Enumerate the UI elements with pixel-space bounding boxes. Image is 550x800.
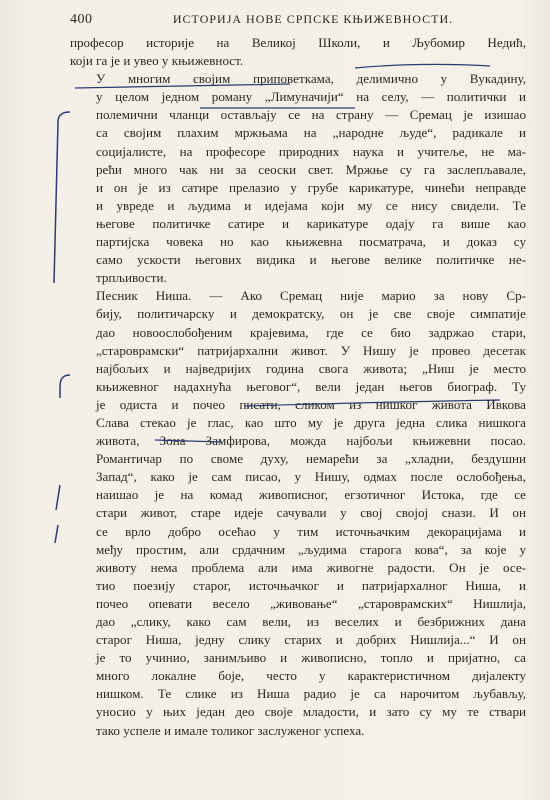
text-line: тако успеле и имале толиког заслуженог успеха. — [96, 722, 365, 738]
text-line: старог Ниша, једну слику старих и добрих Нишлија...“ И он — [96, 632, 526, 648]
text-line: наишао је на комад живописног, егзотичног Истока, где се — [96, 487, 526, 503]
text-line: Слава стекао је глас, као што му је друга једна слика нишкога — [96, 414, 526, 430]
text-line: само ускости његових видика и његове велике политичке не- — [96, 252, 526, 268]
text-line: живота, Зона Замфирова, можда најбољи књижевни посао. — [96, 433, 526, 449]
page-number: 400 — [70, 12, 93, 27]
text-line: „староврамски“ патријархални живот. У Нишу је провео десетак — [96, 342, 526, 358]
text-line: са својим плахим мржњама на „народне људе“, радикале и — [96, 125, 526, 141]
text-line: професор историје на Великој Школи, и Љубомир Недић, — [70, 35, 526, 50]
margin-bracket-mark — [60, 375, 70, 398]
body-text — [70, 34, 526, 740]
text-line: књижевног надахнућа његовог“, вели један његов биограф. Ту — [96, 378, 526, 394]
text-line: и увреде и људима и идејама који му се нису свидели. Те — [96, 197, 526, 213]
text-line: стари живот, старе идеје сачували у свој својој снази. И он — [96, 505, 526, 521]
text-line: партијска човека но као књижевна посматрача, и доказ су — [96, 234, 526, 250]
text-line: уносио у њих један део своје младости, и зато су му те ствари — [96, 704, 526, 720]
text-line: најбољих и најведријих година свога живота; „Ниш је место — [96, 360, 526, 376]
text-line: почео опевати весело „живовање“ „староврамских“ Нишлија, — [96, 595, 526, 611]
text-line: је одиста и почео писати, сликом из нишког живота Ивкова — [96, 396, 526, 412]
text-line: дао новоослобођеним крајевима, где се био задржао стари, — [96, 324, 526, 340]
running-head — [70, 12, 526, 28]
text-line: социјалисте, на професоре природних наука и учитеље, не ма- — [96, 143, 526, 159]
text-line: тио поезију старог, источњачког и патријархалног Ниша, и — [96, 577, 526, 593]
text-line: нишком. Те слике из Ниша радио је са нарочитом љубављу, — [96, 686, 526, 702]
text-line: Запад“, како је сам писао, у Нишу, одмах после ослобођења, — [96, 469, 526, 485]
margin-tick-mark — [55, 525, 58, 543]
text-line: се врло добро осећао у тим источњачким декорацијама и — [96, 523, 526, 539]
text-line: трпљивости. — [96, 270, 167, 286]
text-line: дао „слику, како сам вели, из веселих и безбрижних дана — [96, 614, 526, 629]
text-line: рећи много чак ни за сеоски свет. Мржње су га заслепљавале, — [96, 161, 526, 177]
text-line: животу нема проблема али има живогне радости. Он је осе- — [96, 559, 526, 575]
text-line: његове политичке сатире и карикатуре одају га више као — [96, 215, 526, 231]
margin-tick-mark — [56, 485, 60, 510]
text-line: У многим својим приповеткама, делимично у Вукадину, — [96, 71, 526, 87]
text-line: који га је и увео у књижевност. — [70, 53, 244, 69]
running-title: ИСТОРИЈА НОВЕ СРПСКЕ КЊИЖЕВНОСТИ. — [172, 12, 454, 26]
margin-bracket-mark — [54, 112, 70, 283]
text-line: много локалне боје, често у карактеристичном дијалекту — [96, 668, 526, 684]
paragraph — [70, 287, 526, 739]
text-line: Романтичар по своме духу, немарећи за „хладни, бездушни — [96, 451, 526, 467]
paragraph — [70, 70, 526, 287]
text-line: и он је из сатире прелазио у грубе карикатуре, чинећи неправде — [96, 179, 526, 195]
text-line: у целом једном роману „Лимуначији“ на селу, — политички и — [96, 89, 526, 105]
paragraph — [70, 34, 526, 70]
text-line: бију, политичарску и демократску, он је све своје симпатије — [96, 306, 526, 322]
text-line: међу простим, али срдачним „људима старога кова“, за које у — [96, 541, 526, 557]
text-line: Песник Ниша. — Ако Сремац није марио за нову Ср- — [96, 288, 526, 304]
text-line: је то учинио, занимљиво и живописно, топло и пријатно, са — [96, 650, 526, 666]
text-line: полемични чланци остављају се на страну — Сремац је изишао — [96, 107, 526, 123]
